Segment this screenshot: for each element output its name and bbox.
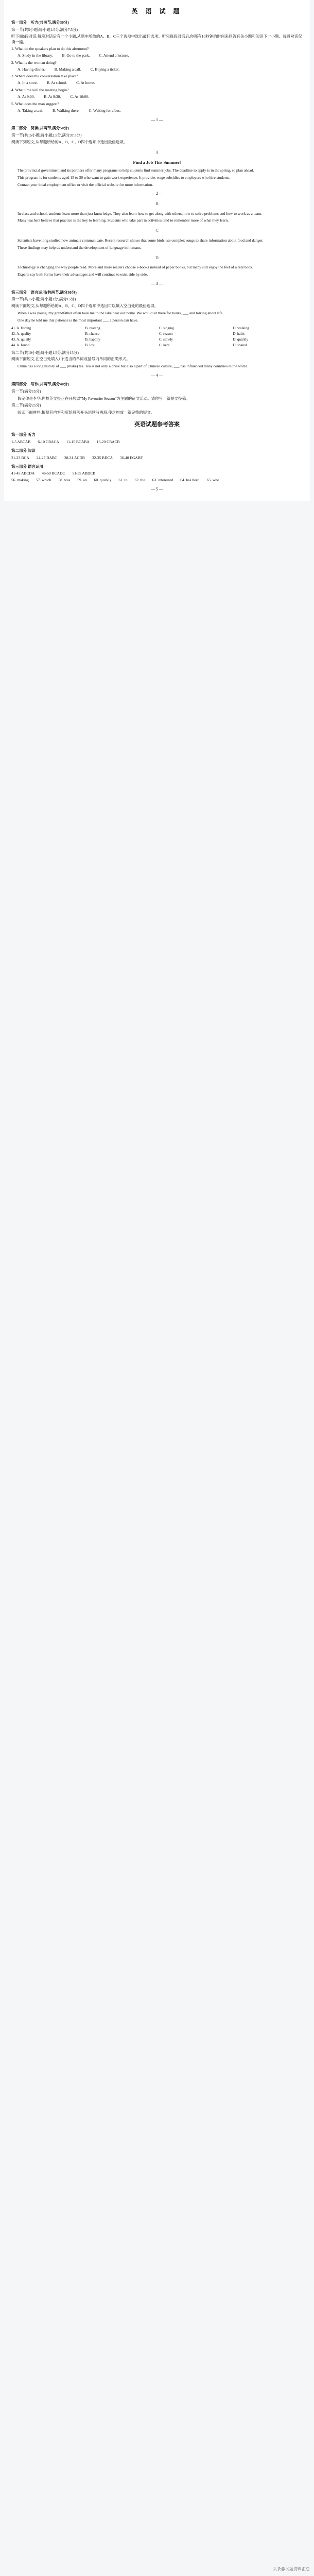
listening-question: 5. What does the man suggest? A. Taking a taxi. B. Walking there. C. Waiting for a bus. xyxy=(11,101,121,113)
cloze-options: 41. A. fishing B. reading C. singing D. walking 42. A. quality B. chance C. reason D. habit 43. A. quietly B. happily C. slowly D. quickly 44. A. found B. lost C. kept D. shared xyxy=(11,326,249,348)
section-heading: 第一部分 听力(共两节,满分30分) xyxy=(11,20,69,25)
instructions: 阅读下面短文,从每题所给的A、B、C、D四个选项中选出可以填入空白处的最佳选项。 xyxy=(11,303,159,309)
answer-row: 21-23 BCA 24-27 DABC 28-31 ACDB 32-35 BDCA 36-40 EGABF xyxy=(11,455,143,460)
passage-paragraph: When I was young, my grandfather often took me to the lake near our home. We would sit there for hours, ___ and talking about life. xyxy=(18,311,223,316)
part-heading: 第二节(满分25分) xyxy=(11,403,41,408)
passage-paragraph: These findings may help us understand the development of language in humans. xyxy=(18,245,142,250)
passage-paragraph: Many teachers believe that practice is the key to learning. Students who take part in activities tend to remember more of what they learn. xyxy=(18,218,229,223)
writing-prompt: 假定你是李华,你校英文报正在开展以"My Favourite Season"为主题的征文活动。请你写一篇短文投稿。 xyxy=(18,396,190,401)
passage-paragraph: China has a long history of ___ (make) tea. Tea is not only a drink but also a part of Chinese culture, ___ has influenced many countries in the world. xyxy=(18,364,248,369)
passage-paragraph: In class and school, students learn more than just knowledge. They also learn how to get along with others, how to solve problems and how to work as a team. xyxy=(18,211,262,216)
listening-question: 1. What do the speakers plan to do this afternoon? A. Study in the library. B. Go to the park. C. Attend a lecture. xyxy=(11,46,129,58)
section-heading: 第四部分 写作(共两节,满分40分) xyxy=(11,381,69,386)
part-heading: 第一节(满分15分) xyxy=(11,388,41,394)
passage-letter: B xyxy=(155,201,159,206)
writing-prompt: 阅读下面材料,根据其内容和所给段落开头语续写两段,使之构成一篇完整的短文。 xyxy=(18,410,155,415)
page-number: — 4 — xyxy=(151,373,163,378)
answer-section-label: 第三部分 语言运用 xyxy=(11,464,43,469)
section-heading: 第二部分 阅读(共两节,满分50分) xyxy=(11,126,69,131)
part-heading: 第一节(共5小题;每小题1.5分,满分7.5分) xyxy=(11,27,78,32)
listening-question: 4. What time will the meeting begin? A. At 9:00. B. At 9:30. C. At 10:00. xyxy=(11,88,89,99)
page-number: — 3 — xyxy=(151,281,163,286)
part-heading: 第一节(共15小题;每小题1分,满分15分) xyxy=(11,297,76,302)
exam-page xyxy=(4,0,310,501)
page-title: 英 语 试 题 xyxy=(131,8,183,15)
watermark-badge: 头条@试题资料汇总 xyxy=(272,2567,310,2571)
answer-row: 1-5 ABCAB 6-10 CBACA 11-15 BCABA 16-20 CBACB xyxy=(11,439,120,444)
page-number: — 1 — xyxy=(151,117,163,122)
answer-section-label: 第一部分 听力 xyxy=(11,432,36,437)
page-number: — 2 — xyxy=(151,191,163,196)
page-number: — 5 — xyxy=(151,487,163,492)
part-heading: 第二节(共10小题;每小题1.5分,满分15分) xyxy=(11,350,79,355)
passage-letter: D xyxy=(155,255,159,260)
instructions: 阅读下列短文,从每题所给的A、B、C、D四个选项中选出最佳选项。 xyxy=(11,139,128,144)
passage-paragraph: Contact your local employment office or visit the official website for more information. xyxy=(18,182,153,187)
listening-question: 3. Where does the conversation take place? A. In a store. B. At school. C. At home. xyxy=(11,74,95,86)
passage-paragraph: Scientists have long studied how animals communicate. Recent research shows that some birds use complex songs to share information about food and danger. xyxy=(18,238,264,243)
passage-paragraph: The provincial government and its partners offer many programs to help students find summer jobs. The deadline to apply is in the spring, so plan ahead. xyxy=(18,167,254,173)
passage-title: Find a Job This Summer! xyxy=(133,160,181,165)
section-heading: 第三部分 语言运用(共两节,满分30分) xyxy=(11,290,77,295)
passage-letter: A xyxy=(155,149,159,155)
passage-paragraph: Experts say both forms have their advantages and will continue to exist side by side. xyxy=(18,272,148,277)
passage-paragraph: Technology is changing the way people read. More and more readers choose e-books instead of paper books, but many still enjoy the feel of a real book. xyxy=(18,265,253,270)
listening-question: 2. What is the woman doing? A. Having dinner. B. Making a call. C. Buying a ticket. xyxy=(11,60,120,72)
instructions: 阅读下面短文,在空白处填入1个适当的单词或括号内单词的正确形式。 xyxy=(11,357,130,362)
answer-row: 41-45 ABCDA 46-50 BCADC 51-55 ABDCB xyxy=(11,471,96,476)
answer-key-title: 英语试题参考答案 xyxy=(134,421,180,428)
answer-section-label: 第二部分 阅读 xyxy=(11,448,36,453)
instructions: 听下面5段对话,每段对话后有一个小题,从题中所给的A、B、C三个选项中选出最佳选项。听完每段对话后,你都有10秒钟的时间来回答有关小题和阅读下一小题。每段对话仅读一遍。 xyxy=(11,34,302,45)
passage-letter: C xyxy=(155,228,159,233)
passage-paragraph: One day he told me that patience is the most important ___ a person can have. xyxy=(18,318,138,323)
passage-paragraph: This program is for students aged 15 to 30 who want to gain work experience. It provides wage subsidies to employers who hire students. xyxy=(18,175,231,180)
answer-row: 56. making 57. which 58. was 59. an 60. quickly 61. to 62. the 63. interested 64. has been 65. who xyxy=(11,478,219,483)
part-heading: 第一节(共15小题;每小题2.5分,满分37.5分) xyxy=(11,133,82,138)
